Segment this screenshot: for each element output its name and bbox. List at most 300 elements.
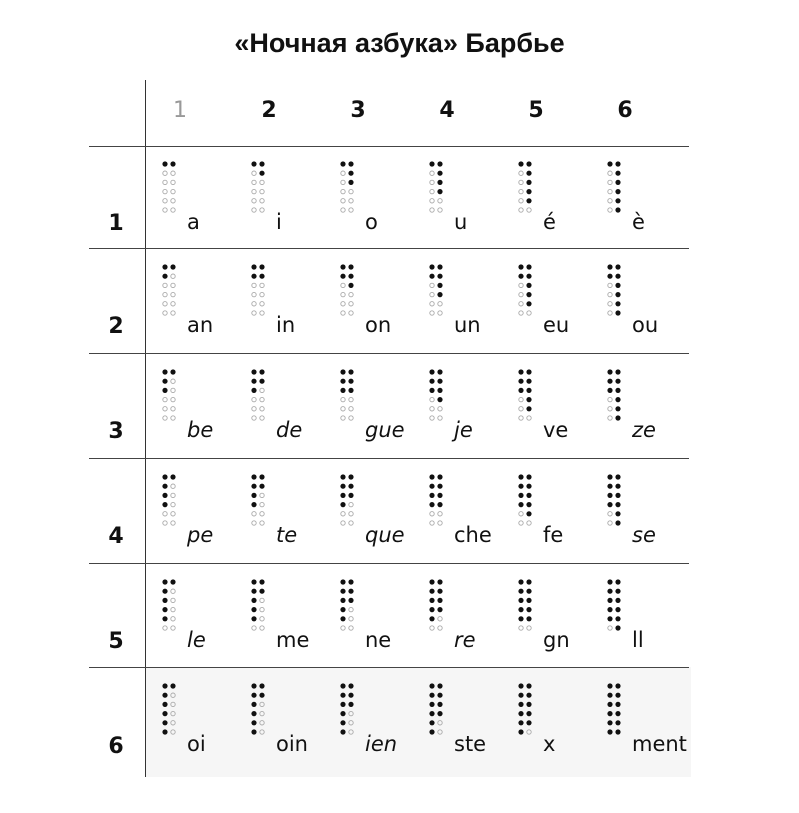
- filled-dot: [170, 369, 175, 374]
- empty-dot: [349, 311, 353, 315]
- empty-dot: [349, 721, 353, 725]
- filled-dot: [526, 579, 531, 584]
- braille-dots: [161, 680, 185, 746]
- vertical-divider: [145, 80, 146, 777]
- empty-dot: [608, 416, 612, 420]
- filled-dot: [251, 369, 256, 374]
- filled-dot: [615, 415, 620, 420]
- empty-dot: [608, 171, 612, 175]
- filled-dot: [429, 369, 434, 374]
- filled-dot: [615, 207, 620, 212]
- empty-dot: [260, 721, 264, 725]
- empty-dot: [171, 283, 175, 287]
- filled-dot: [526, 369, 531, 374]
- braille-cell: [339, 158, 427, 248]
- filled-dot: [607, 607, 612, 612]
- sound-label: fe: [543, 523, 564, 547]
- filled-dot: [259, 579, 264, 584]
- sound-label: eu: [543, 313, 570, 337]
- empty-dot: [608, 283, 612, 287]
- row-header-3: 3: [108, 419, 124, 444]
- empty-dot: [260, 416, 264, 420]
- empty-dot: [349, 617, 353, 621]
- filled-dot: [615, 406, 620, 411]
- column-header-1: 1: [173, 98, 187, 123]
- braille-cell: [161, 366, 249, 456]
- filled-dot: [429, 711, 434, 716]
- column-header-6: 6: [617, 98, 633, 123]
- filled-dot: [526, 274, 531, 279]
- braille-cell: [250, 158, 338, 248]
- filled-dot: [340, 607, 345, 612]
- filled-dot: [348, 589, 353, 594]
- empty-dot: [260, 521, 264, 525]
- filled-dot: [607, 493, 612, 498]
- filled-dot: [518, 607, 523, 612]
- empty-dot: [519, 302, 523, 306]
- filled-dot: [615, 171, 620, 176]
- column-header-4: 4: [439, 98, 455, 123]
- empty-dot: [260, 283, 264, 287]
- empty-dot: [349, 607, 353, 611]
- braille-dots: [606, 680, 630, 746]
- empty-dot: [430, 208, 434, 212]
- filled-dot: [348, 171, 353, 176]
- sound-label: je: [454, 418, 473, 442]
- braille-cell: [606, 471, 694, 561]
- empty-dot: [252, 171, 256, 175]
- filled-dot: [615, 310, 620, 315]
- empty-dot: [163, 199, 167, 203]
- filled-dot: [607, 711, 612, 716]
- empty-dot: [171, 493, 175, 497]
- braille-dots: [339, 576, 363, 642]
- filled-dot: [518, 274, 523, 279]
- empty-dot: [341, 416, 345, 420]
- filled-dot: [170, 474, 175, 479]
- filled-dot: [340, 493, 345, 498]
- empty-dot: [163, 416, 167, 420]
- empty-dot: [260, 311, 264, 315]
- empty-dot: [608, 302, 612, 306]
- empty-dot: [163, 302, 167, 306]
- row-header-1: 1: [108, 211, 124, 236]
- empty-dot: [349, 521, 353, 525]
- filled-dot: [518, 711, 523, 716]
- filled-dot: [162, 711, 167, 716]
- filled-dot: [526, 301, 531, 306]
- filled-dot: [340, 729, 345, 734]
- filled-dot: [526, 607, 531, 612]
- filled-dot: [526, 406, 531, 411]
- empty-dot: [163, 521, 167, 525]
- braille-dots: [606, 158, 630, 224]
- braille-cell: [428, 366, 516, 456]
- filled-dot: [162, 502, 167, 507]
- empty-dot: [252, 397, 256, 401]
- filled-dot: [607, 369, 612, 374]
- empty-dot: [430, 171, 434, 175]
- filled-dot: [518, 161, 523, 166]
- empty-dot: [438, 416, 442, 420]
- filled-dot: [607, 264, 612, 269]
- filled-dot: [615, 502, 620, 507]
- braille-cell: [517, 366, 605, 456]
- empty-dot: [349, 711, 353, 715]
- filled-dot: [437, 683, 442, 688]
- filled-dot: [340, 369, 345, 374]
- filled-dot: [526, 484, 531, 489]
- empty-dot: [171, 730, 175, 734]
- filled-dot: [429, 720, 434, 725]
- filled-dot: [348, 369, 353, 374]
- braille-cell: [428, 680, 516, 770]
- empty-dot: [260, 730, 264, 734]
- empty-dot: [519, 407, 523, 411]
- filled-dot: [615, 711, 620, 716]
- braille-dots: [250, 471, 274, 537]
- filled-dot: [429, 702, 434, 707]
- empty-dot: [171, 208, 175, 212]
- sound-label: de: [276, 418, 303, 442]
- empty-dot: [171, 416, 175, 420]
- empty-dot: [341, 171, 345, 175]
- empty-dot: [430, 180, 434, 184]
- filled-dot: [615, 720, 620, 725]
- empty-dot: [519, 180, 523, 184]
- filled-dot: [526, 616, 531, 621]
- empty-dot: [430, 292, 434, 296]
- filled-dot: [340, 616, 345, 621]
- filled-dot: [526, 511, 531, 516]
- empty-dot: [341, 512, 345, 516]
- filled-dot: [162, 264, 167, 269]
- filled-dot: [615, 579, 620, 584]
- filled-dot: [340, 161, 345, 166]
- braille-cell: [517, 680, 605, 770]
- filled-dot: [429, 474, 434, 479]
- empty-dot: [171, 484, 175, 488]
- filled-dot: [340, 474, 345, 479]
- sound-label: ze: [632, 418, 656, 442]
- empty-dot: [430, 626, 434, 630]
- braille-dots: [428, 158, 452, 224]
- empty-dot: [260, 702, 264, 706]
- filled-dot: [162, 683, 167, 688]
- empty-dot: [608, 311, 612, 315]
- filled-dot: [518, 616, 523, 621]
- filled-dot: [526, 711, 531, 716]
- sound-label: ne: [365, 628, 392, 652]
- empty-dot: [519, 311, 523, 315]
- filled-dot: [251, 579, 256, 584]
- filled-dot: [162, 589, 167, 594]
- filled-dot: [615, 301, 620, 306]
- empty-dot: [438, 199, 442, 203]
- empty-dot: [341, 407, 345, 411]
- filled-dot: [607, 379, 612, 384]
- empty-dot: [171, 626, 175, 630]
- filled-dot: [615, 702, 620, 707]
- empty-dot: [171, 292, 175, 296]
- filled-dot: [348, 702, 353, 707]
- empty-dot: [260, 598, 264, 602]
- filled-dot: [251, 683, 256, 688]
- braille-cell: [161, 261, 249, 351]
- sound-label: o: [365, 210, 378, 234]
- filled-dot: [162, 493, 167, 498]
- sound-label: ste: [454, 732, 487, 756]
- filled-dot: [518, 729, 523, 734]
- filled-dot: [518, 720, 523, 725]
- empty-dot: [430, 521, 434, 525]
- empty-dot: [252, 626, 256, 630]
- empty-dot: [341, 292, 345, 296]
- filled-dot: [615, 474, 620, 479]
- braille-dots: [606, 261, 630, 327]
- filled-dot: [615, 379, 620, 384]
- empty-dot: [608, 521, 612, 525]
- sound-label: le: [187, 628, 206, 652]
- filled-dot: [607, 598, 612, 603]
- braille-cell: [250, 680, 338, 770]
- filled-dot: [429, 616, 434, 621]
- empty-dot: [171, 711, 175, 715]
- filled-dot: [251, 474, 256, 479]
- filled-dot: [251, 484, 256, 489]
- empty-dot: [430, 283, 434, 287]
- braille-cell: [428, 576, 516, 666]
- filled-dot: [251, 388, 256, 393]
- empty-dot: [341, 626, 345, 630]
- braille-cell: [161, 576, 249, 666]
- filled-dot: [348, 274, 353, 279]
- filled-dot: [429, 579, 434, 584]
- filled-dot: [437, 693, 442, 698]
- empty-dot: [341, 311, 345, 315]
- filled-dot: [526, 198, 531, 203]
- empty-dot: [519, 521, 523, 525]
- empty-dot: [527, 626, 531, 630]
- filled-dot: [429, 502, 434, 507]
- filled-dot: [429, 264, 434, 269]
- filled-dot: [615, 729, 620, 734]
- filled-dot: [251, 379, 256, 384]
- filled-dot: [437, 397, 442, 402]
- filled-dot: [340, 683, 345, 688]
- filled-dot: [518, 379, 523, 384]
- empty-dot: [430, 416, 434, 420]
- sound-label: be: [187, 418, 214, 442]
- filled-dot: [437, 598, 442, 603]
- empty-dot: [349, 502, 353, 506]
- row-divider: [89, 248, 689, 249]
- braille-dots: [428, 366, 452, 432]
- braille-dots: [339, 158, 363, 224]
- empty-dot: [527, 208, 531, 212]
- empty-dot: [341, 180, 345, 184]
- filled-dot: [340, 711, 345, 716]
- column-header-2: 2: [261, 98, 277, 123]
- filled-dot: [615, 493, 620, 498]
- empty-dot: [341, 521, 345, 525]
- filled-dot: [340, 589, 345, 594]
- empty-dot: [519, 189, 523, 193]
- empty-dot: [608, 189, 612, 193]
- filled-dot: [437, 180, 442, 185]
- filled-dot: [348, 484, 353, 489]
- empty-dot: [252, 292, 256, 296]
- filled-dot: [607, 693, 612, 698]
- filled-dot: [437, 161, 442, 166]
- filled-dot: [340, 502, 345, 507]
- filled-dot: [615, 693, 620, 698]
- empty-dot: [349, 626, 353, 630]
- filled-dot: [162, 388, 167, 393]
- braille-dots: [161, 158, 185, 224]
- empty-dot: [163, 283, 167, 287]
- filled-dot: [348, 161, 353, 166]
- filled-dot: [437, 493, 442, 498]
- filled-dot: [437, 292, 442, 297]
- filled-dot: [518, 493, 523, 498]
- sound-label: te: [276, 523, 298, 547]
- filled-dot: [259, 379, 264, 384]
- empty-dot: [171, 721, 175, 725]
- empty-dot: [171, 589, 175, 593]
- empty-dot: [527, 416, 531, 420]
- sound-label: oin: [276, 732, 308, 756]
- empty-dot: [163, 208, 167, 212]
- filled-dot: [526, 397, 531, 402]
- sound-label: gn: [543, 628, 570, 652]
- empty-dot: [171, 617, 175, 621]
- empty-dot: [260, 711, 264, 715]
- filled-dot: [170, 683, 175, 688]
- filled-dot: [340, 388, 345, 393]
- filled-dot: [518, 264, 523, 269]
- row-divider: [89, 667, 689, 668]
- empty-dot: [519, 512, 523, 516]
- filled-dot: [259, 589, 264, 594]
- filled-dot: [615, 616, 620, 621]
- filled-dot: [162, 693, 167, 698]
- braille-cell: [250, 471, 338, 561]
- empty-dot: [171, 512, 175, 516]
- filled-dot: [340, 274, 345, 279]
- filled-dot: [348, 180, 353, 185]
- row-divider: [89, 146, 689, 147]
- empty-dot: [519, 397, 523, 401]
- empty-dot: [163, 311, 167, 315]
- empty-dot: [171, 521, 175, 525]
- sound-label: é: [543, 210, 556, 234]
- braille-cell: [161, 680, 249, 770]
- empty-dot: [519, 626, 523, 630]
- filled-dot: [518, 702, 523, 707]
- sound-label: a: [187, 210, 200, 234]
- filled-dot: [259, 693, 264, 698]
- braille-cell: [339, 261, 427, 351]
- empty-dot: [260, 397, 264, 401]
- braille-dots: [339, 680, 363, 746]
- empty-dot: [430, 397, 434, 401]
- braille-dots: [517, 680, 541, 746]
- empty-dot: [341, 189, 345, 193]
- filled-dot: [259, 161, 264, 166]
- empty-dot: [608, 512, 612, 516]
- empty-dot: [438, 407, 442, 411]
- filled-dot: [615, 161, 620, 166]
- empty-dot: [519, 292, 523, 296]
- filled-dot: [162, 274, 167, 279]
- filled-dot: [526, 683, 531, 688]
- empty-dot: [430, 311, 434, 315]
- filled-dot: [170, 161, 175, 166]
- empty-dot: [260, 512, 264, 516]
- filled-dot: [251, 720, 256, 725]
- filled-dot: [518, 589, 523, 594]
- filled-dot: [526, 171, 531, 176]
- sound-label: che: [454, 523, 492, 547]
- filled-dot: [429, 589, 434, 594]
- braille-cell: [339, 366, 427, 456]
- filled-dot: [607, 484, 612, 489]
- empty-dot: [171, 180, 175, 184]
- empty-dot: [163, 397, 167, 401]
- filled-dot: [251, 711, 256, 716]
- empty-dot: [171, 702, 175, 706]
- filled-dot: [259, 484, 264, 489]
- sound-label: an: [187, 313, 214, 337]
- filled-dot: [429, 598, 434, 603]
- empty-dot: [430, 302, 434, 306]
- row-header-6: 6: [108, 734, 124, 759]
- filled-dot: [437, 369, 442, 374]
- filled-dot: [615, 683, 620, 688]
- empty-dot: [163, 292, 167, 296]
- filled-dot: [437, 484, 442, 489]
- braille-cell: [606, 680, 694, 770]
- filled-dot: [251, 274, 256, 279]
- braille-dots: [250, 261, 274, 327]
- braille-cell: [606, 366, 694, 456]
- filled-dot: [437, 171, 442, 176]
- empty-dot: [430, 199, 434, 203]
- filled-dot: [437, 711, 442, 716]
- filled-dot: [437, 283, 442, 288]
- filled-dot: [437, 189, 442, 194]
- braille-dots: [428, 471, 452, 537]
- sound-label: ment: [632, 732, 687, 756]
- filled-dot: [429, 388, 434, 393]
- filled-dot: [251, 607, 256, 612]
- empty-dot: [171, 397, 175, 401]
- filled-dot: [607, 502, 612, 507]
- filled-dot: [607, 729, 612, 734]
- filled-dot: [526, 720, 531, 725]
- filled-dot: [526, 702, 531, 707]
- filled-dot: [526, 693, 531, 698]
- empty-dot: [341, 283, 345, 287]
- braille-cell: [606, 158, 694, 248]
- row-header-5: 5: [108, 629, 124, 654]
- page-title: «Ночная азбука» Барбье: [234, 28, 565, 58]
- filled-dot: [162, 379, 167, 384]
- filled-dot: [526, 292, 531, 297]
- empty-dot: [349, 512, 353, 516]
- filled-dot: [607, 702, 612, 707]
